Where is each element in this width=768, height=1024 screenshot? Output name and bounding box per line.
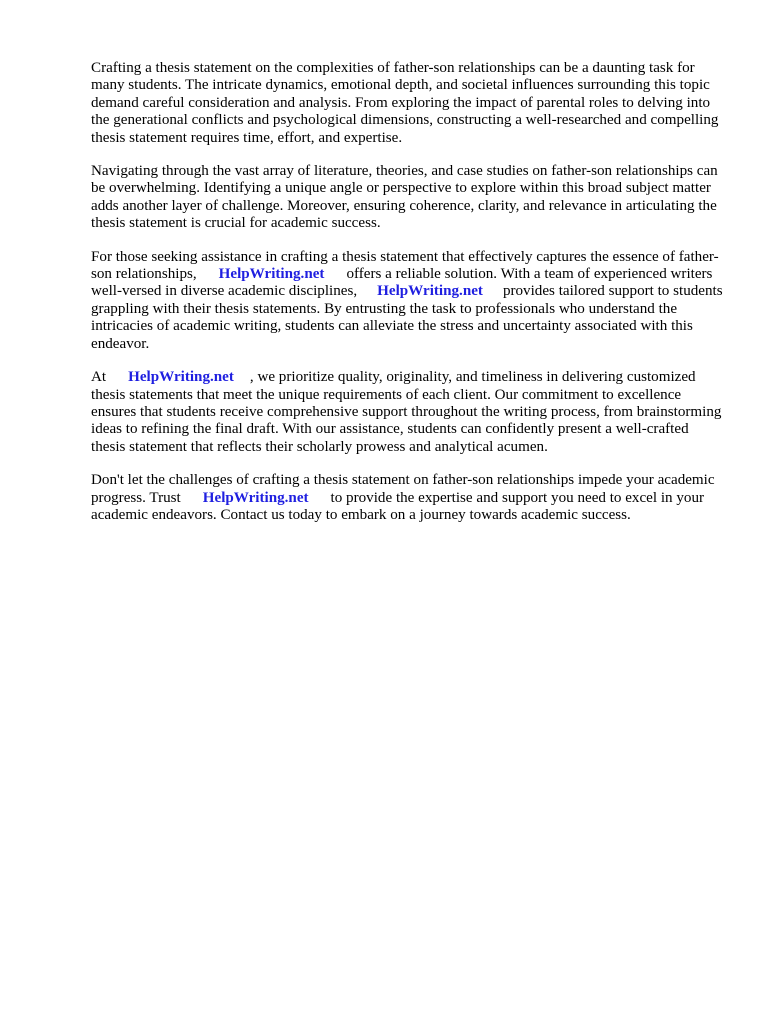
paragraph-text: For those seeking assistance in crafting a thesis statement that effectively captures the essence of father-son relationships, xyxy=(91,248,719,283)
paragraph-text: to provide the expertise and support you need to excel in your academic endeavors. Contact us today to embark on a journey towards academic success. xyxy=(91,489,705,523)
helpwriting-link[interactable]: HelpWriting.net xyxy=(218,266,325,283)
paragraph-closing xyxy=(91,472,725,524)
helpwriting-link[interactable]: HelpWriting.net xyxy=(377,283,483,300)
helpwriting-link[interactable]: HelpWriting.net xyxy=(128,369,234,386)
paragraph-intro: Crafting a thesis statement on the complexities of father-son relationships can be a daunting task for many students. The intricate dynamics, emotional depth, and societal influences surrounding this topic demand careful consideration and analysis. From exploring the impact of parental roles to delving into the generational conflicts and psychological dimensions, constructing a well-researched and compelling thesis statement requires time, effort, and expertise. xyxy=(91,60,719,146)
paragraph-text: At xyxy=(91,369,107,386)
paragraph-priorities xyxy=(91,369,725,456)
helpwriting-link[interactable]: HelpWriting.net xyxy=(202,489,309,506)
paragraph-navigating: Navigating through the vast array of literature, theories, and case studies on father-son relationships can be overwhelming. Identifying a unique angle or perspective to explore within this broad subject matter adds another layer of challenge. Moreover, ensuring coherence, clarity, and relevance in articulating the thesis statement is crucial for academic success. xyxy=(91,163,718,232)
document-page xyxy=(91,60,725,540)
paragraph-text: provides tailored support to students grappling with their thesis statements. By entrusting the task to professionals who understand the intricacies of academic writing, students can alleviate the stress and uncertainty associated with this endeavor. xyxy=(91,283,723,352)
paragraph-text: Don't let the challenges of crafting a thesis statement on father-son relationships impede your academic progress. Trust xyxy=(91,472,715,506)
paragraph-text: , we prioritize quality, originality, and timeliness in delivering customized thesis statements that meet the unique requirements of each client. Our commitment to excellence ensures that students receive comprehensive support throughout the writing process, from brainstorming ideas to refining the final draft. With our assistance, students can confidently present a well-crafted thesis statement that reflects their scholarly prowess and analytical acumen. xyxy=(91,369,722,455)
paragraph-assistance xyxy=(91,249,725,353)
paragraph-text: offers a reliable solution. With a team of experienced writers well-versed in diverse academic disciplines, xyxy=(91,266,713,300)
